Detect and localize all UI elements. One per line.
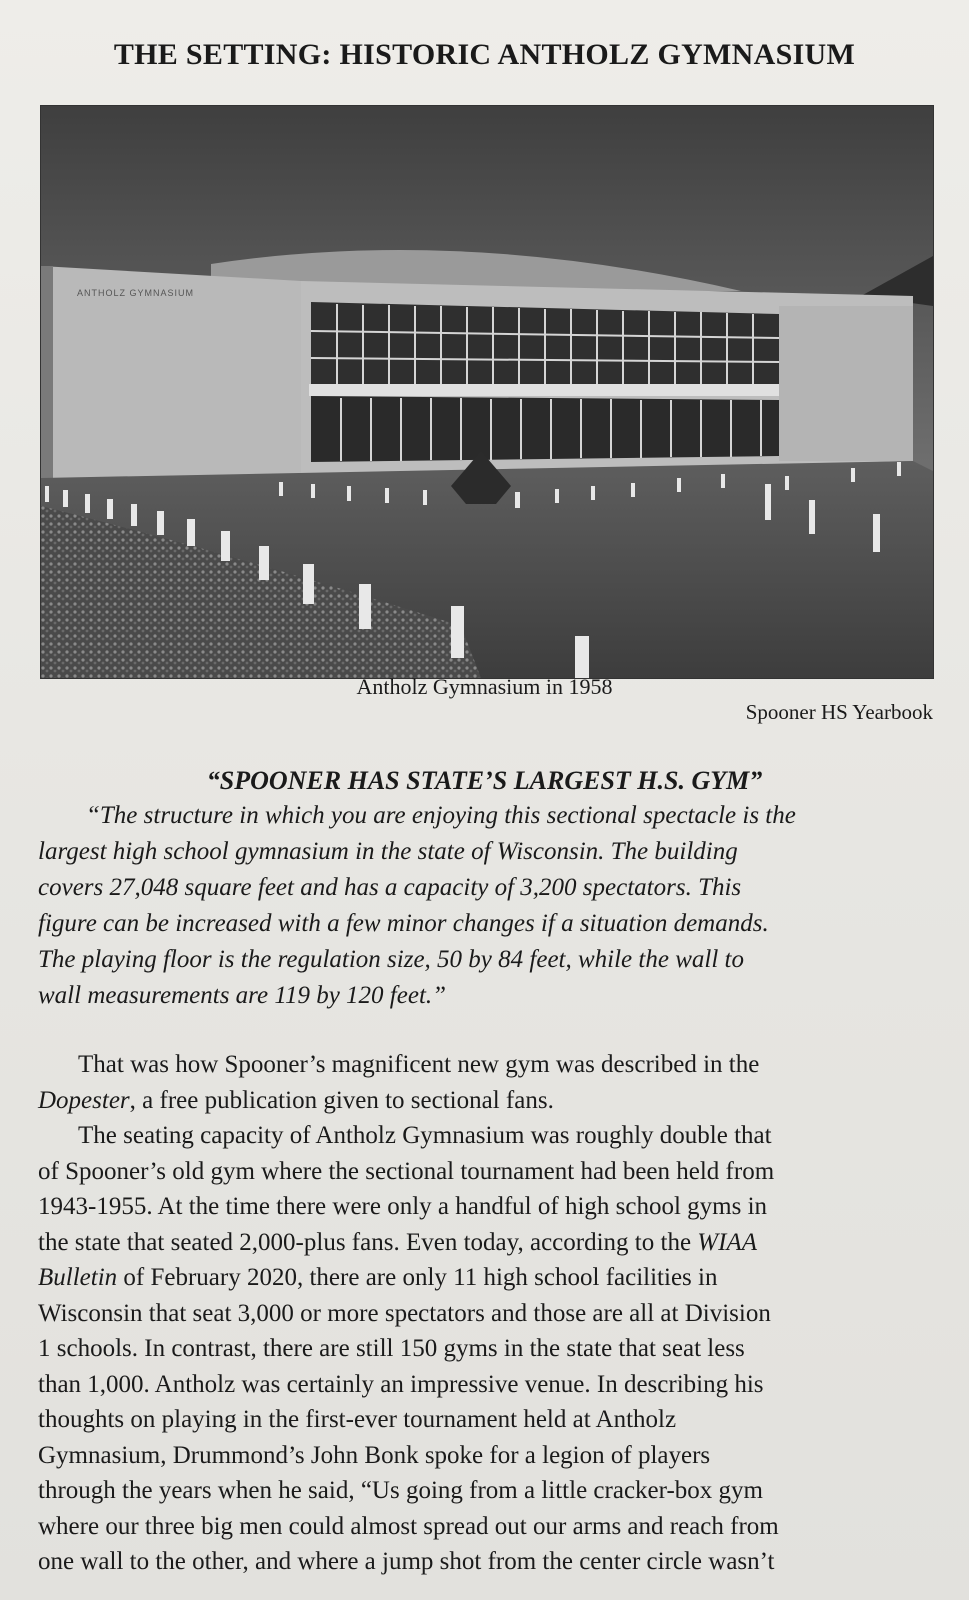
paragraph-line: 1943-1955. At the time there were only a handful of high school gyms in [38,1193,768,1220]
quote-line: “The structure in which you are enjoying this sectional spectacle is the [86,802,796,829]
gymnasium-illustration [41,106,933,678]
publication-name: Bulletin [38,1264,118,1291]
gymnasium-photo [40,105,934,679]
paragraph-line: through the years when he said, “Us going from a little cracker-box gym [38,1477,763,1504]
svg-text:ANTHOLZ GYMNASIUM: ANTHOLZ GYMNASIUM [77,288,195,298]
paragraph-line: of Spooner’s old gym where the sectional tournament had been held from [38,1157,775,1185]
publication-name: Dopester [38,1086,130,1114]
quote-line: covers 27,048 square feet and has a capacity of 3,200 spectators. This [38,874,742,901]
paragraph-line: 1 schools. In contrast, there are still 150 gyms in the state that seat less [38,1335,745,1362]
photo-caption: Antholz Gymnasium in 1958 [356,674,613,699]
dopester-quote [38,798,930,1014]
publication-name: WIAA [697,1228,757,1256]
paragraph-text: of February 2020, there are only 11 high school facilities in [117,1264,718,1291]
page-title: THE SETTING: HISTORIC ANTHOLZ GYMNASIUM [113,38,856,71]
quote-line: wall measurements are 119 by 120 feet.” [38,982,447,1009]
paragraph-line [38,1083,930,1119]
photo-credit: Spooner HS Yearbook [745,700,933,724]
paragraph-text: the state that seated 2,000-plus fans. Even today, according to the [38,1228,698,1256]
paragraph-line: Wisconsin that seat 3,000 or more spectators and those are all at Division [38,1299,771,1327]
paragraph-line [38,1225,930,1261]
body-text [38,1047,930,1580]
paragraph-line: That was how Spooner’s magnificent new gym was described in the [78,1051,760,1078]
paragraph-line [38,1260,930,1296]
paragraph-text: , a free publication given to sectional fans. [129,1086,554,1114]
paragraph-line: than 1,000. Antholz was certainly an impressive venue. In describing his [38,1370,764,1398]
paragraph-line: Gymnasium, Drummond’s John Bonk spoke for a legion of players [38,1441,711,1469]
quote-line: figure can be increased with a few minor changes if a situation demands. [38,910,769,937]
quote-headline: “SPOONER HAS STATE’S LARGEST H.S. GYM” [206,766,763,795]
paragraph-line: where our three big men could almost spread out our arms and reach from [38,1512,779,1540]
paragraph-line: The seating capacity of Antholz Gymnasium was roughly double that [78,1122,772,1149]
paragraph-line: one wall to the other, and where a jump shot from the center circle wasn’t [38,1548,775,1575]
quote-line: The playing floor is the regulation size, 50 by 84 feet, while the wall to [38,946,744,973]
quote-line: largest high school gymnasium in the state of Wisconsin. The building [38,838,738,865]
paragraph-line: thoughts on playing in the first-ever tournament held at Antholz [38,1406,677,1433]
